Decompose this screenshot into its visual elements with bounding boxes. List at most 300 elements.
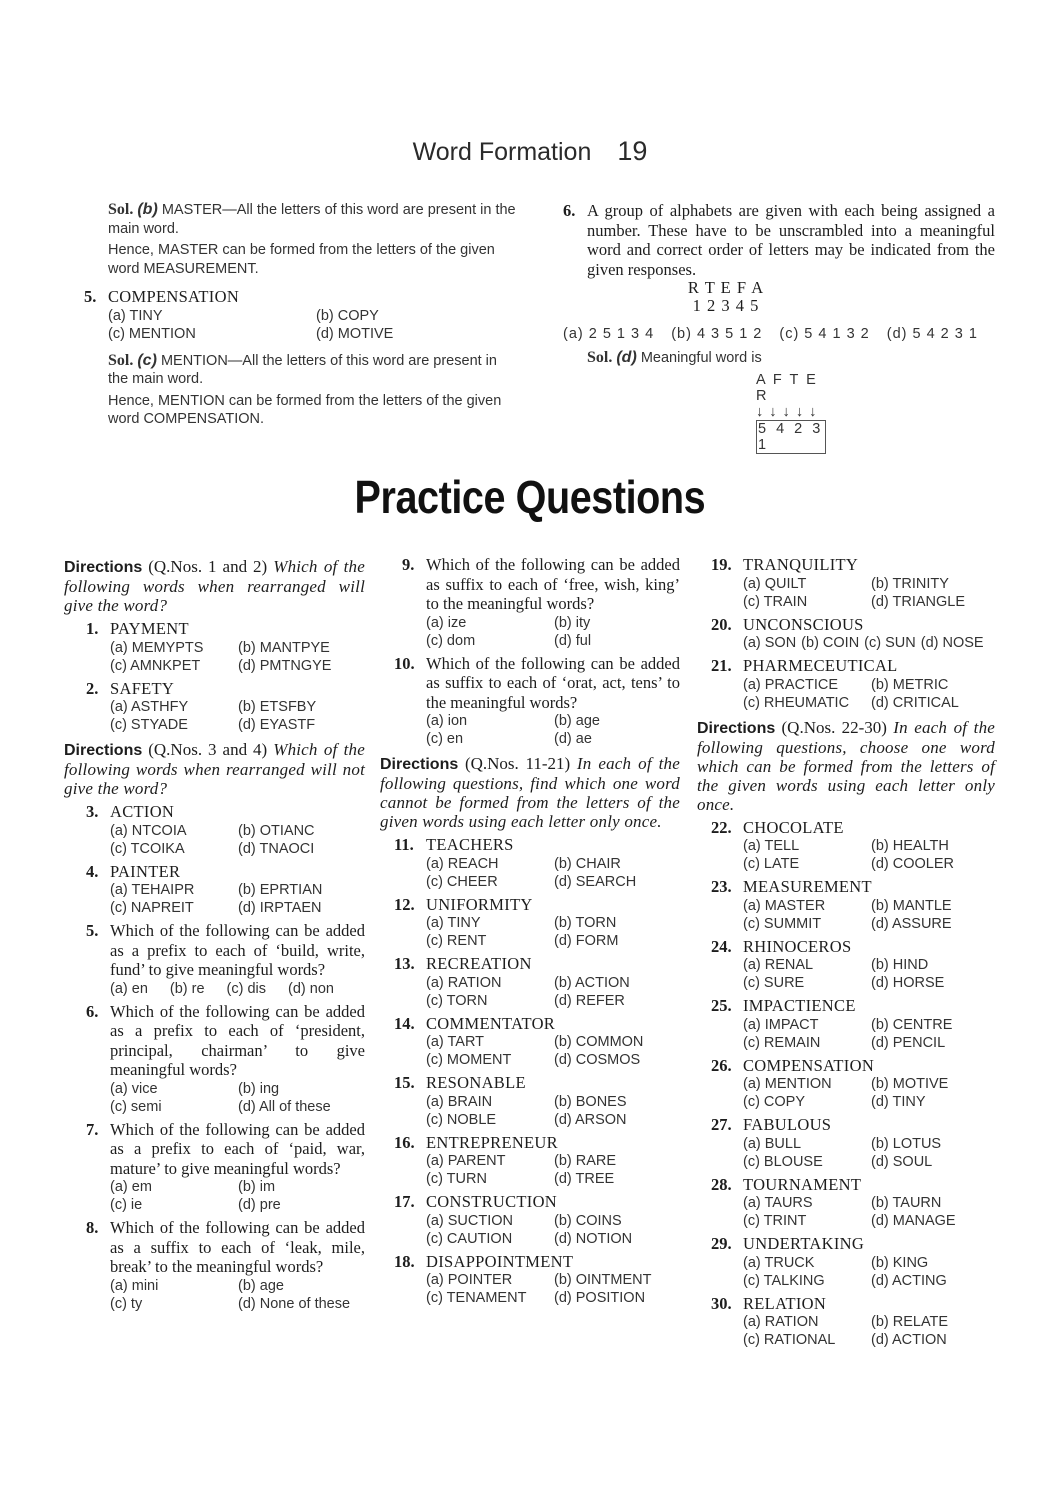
question-number: 5. bbox=[84, 287, 97, 306]
option-c: (c) SUN bbox=[864, 635, 916, 651]
option-b: (b) ing bbox=[238, 1080, 280, 1097]
question-17 bbox=[394, 1192, 680, 1248]
option-a: (a) TART bbox=[426, 1034, 485, 1050]
option-a: (a) MENTION bbox=[743, 1076, 832, 1092]
question-5 bbox=[84, 287, 518, 343]
options bbox=[743, 634, 995, 652]
question-number: 10. bbox=[394, 653, 415, 673]
question-11 bbox=[394, 835, 680, 891]
options bbox=[426, 1212, 680, 1248]
option-c: (c) TORN bbox=[426, 992, 488, 1009]
option-c: (c) CHEER bbox=[426, 873, 498, 890]
directions-text: In each of the following questions, find which one word cannot be formed from the letters of the given words using each letter only once. bbox=[380, 754, 681, 831]
question-text: RELATION bbox=[743, 1293, 827, 1313]
question-16 bbox=[394, 1133, 680, 1189]
option-b: (b) age bbox=[554, 713, 600, 729]
option-a: (a) ion bbox=[426, 713, 468, 729]
solution-6 bbox=[587, 349, 995, 368]
question-text: TEACHERS bbox=[426, 835, 514, 854]
question-text: Which of the following can be added as a prefix to each of ‘build, write, fund’ to give meaningful words? bbox=[110, 921, 365, 979]
option-d: (d) pre bbox=[238, 1197, 281, 1213]
option-a: (a) TINY bbox=[108, 307, 163, 324]
option-b: (b) COIN bbox=[801, 635, 860, 651]
question-text: UNCONSCIOUS bbox=[743, 614, 864, 634]
option-a: (a) MEMYPTS bbox=[110, 639, 204, 656]
option-c: (c) TRINT bbox=[743, 1213, 807, 1229]
option-d: (d) NOSE bbox=[920, 635, 984, 651]
option-b: (b) LOTUS bbox=[871, 1135, 942, 1152]
question-body bbox=[110, 921, 365, 998]
option-a: (a) TAURS bbox=[743, 1195, 813, 1211]
sol-answer: (b) bbox=[137, 201, 158, 218]
question-7 bbox=[86, 1120, 365, 1215]
question-text: A group of alphabets are given with each being assigned a number. These have to be unscrambled into a meaningful word and correct order of letters may be indicated from the given responses. bbox=[587, 201, 995, 279]
question-text: IMPACTIENCE bbox=[743, 996, 856, 1015]
question-number: 23. bbox=[711, 877, 732, 896]
sol-label: Sol. bbox=[108, 201, 134, 218]
options bbox=[426, 1033, 680, 1069]
arrows-row: ↓ ↓ ↓ ↓ ↓ bbox=[756, 403, 818, 420]
question-text: CHOCOLATE bbox=[743, 817, 844, 837]
question-number: 22. bbox=[711, 817, 732, 837]
option-d: (d) CRITICAL bbox=[871, 694, 959, 711]
option-d: (d) PMTNGYE bbox=[238, 657, 332, 674]
question-body bbox=[426, 954, 680, 1010]
options bbox=[743, 575, 995, 611]
question-text: Which of the following can be added as suffix to each of ‘free, wish, king’ to the meaningful words? bbox=[426, 555, 680, 613]
option-a: (a) TINY bbox=[426, 915, 481, 931]
question-number: 9. bbox=[402, 555, 415, 574]
option-c: (c) dis bbox=[226, 980, 267, 997]
directions-range: (Q.Nos. 1 and 2) bbox=[148, 557, 268, 576]
question-body bbox=[743, 555, 995, 611]
sol-text: MENTION—All the letters of this word are present in the main word. bbox=[108, 352, 497, 387]
answer-word: A F T E R bbox=[756, 371, 818, 404]
options bbox=[743, 676, 995, 712]
question-word: COMPENSATION bbox=[108, 287, 240, 306]
question-body bbox=[110, 1120, 365, 1215]
question-body bbox=[743, 1056, 995, 1112]
question-body bbox=[743, 818, 995, 874]
option-c: (c) NOBLE bbox=[426, 1111, 497, 1128]
question-body bbox=[743, 1115, 995, 1171]
practice-column-3 bbox=[697, 551, 995, 1349]
question-26 bbox=[711, 1056, 995, 1112]
options bbox=[110, 881, 365, 917]
practice-column-2 bbox=[380, 551, 680, 1307]
question-number: 8. bbox=[86, 1218, 99, 1237]
option-d: (d) non bbox=[288, 980, 334, 997]
question-number: 25. bbox=[711, 996, 732, 1015]
option-a: (a) QUILT bbox=[743, 575, 807, 592]
question-body bbox=[426, 835, 680, 891]
question-4 bbox=[86, 862, 365, 918]
option-a: (a) mini bbox=[110, 1277, 159, 1294]
page-header bbox=[0, 136, 1060, 167]
option-a: (a) RATION bbox=[426, 974, 502, 991]
question-number: 29. bbox=[711, 1234, 732, 1253]
question-6 bbox=[86, 1002, 365, 1116]
directions-text: In each of the following questions, choose one word which can be formed from the letters of the given words using each letter only once. bbox=[697, 717, 996, 814]
option-b: (b) COINS bbox=[554, 1212, 622, 1229]
question-body bbox=[743, 877, 995, 933]
question-body bbox=[743, 1294, 995, 1350]
question-20 bbox=[711, 615, 995, 653]
directions-label: Directions bbox=[64, 742, 143, 759]
option-a: (a) SON bbox=[743, 635, 797, 651]
option-a: (a) BULL bbox=[743, 1135, 802, 1152]
option-d: (d) ACTING bbox=[871, 1272, 947, 1289]
question-number: 2. bbox=[86, 678, 99, 698]
question-text: COMPENSATION bbox=[743, 1055, 875, 1075]
option-b: (b) MANTLE bbox=[871, 897, 952, 914]
question-text: RECREATION bbox=[426, 954, 532, 973]
option-b: (b) COMMON bbox=[554, 1034, 644, 1050]
option-c: (c) LATE bbox=[743, 856, 800, 872]
solution-4 bbox=[108, 201, 518, 238]
option-c: (c) TURN bbox=[426, 1171, 487, 1187]
option-c: (c) ty bbox=[110, 1295, 143, 1312]
question-text: Which of the following can be added as a prefix to each of ‘paid, war, mature’ to give meaningful words? bbox=[110, 1119, 365, 1178]
question-text: ENTREPRENEUR bbox=[426, 1132, 558, 1152]
directions-range: (Q.Nos. 3 and 4) bbox=[148, 740, 268, 759]
question-number: 24. bbox=[711, 936, 732, 956]
option-b: (b) RARE bbox=[554, 1153, 617, 1169]
options bbox=[110, 1277, 365, 1313]
options bbox=[743, 897, 995, 933]
option-d: (d) IRPTAEN bbox=[238, 900, 322, 916]
question-text: PAYMENT bbox=[110, 619, 189, 638]
option-b: (b) ity bbox=[554, 614, 591, 631]
options bbox=[426, 614, 680, 650]
question-2 bbox=[86, 679, 365, 735]
options bbox=[110, 1080, 365, 1116]
question-number: 13. bbox=[394, 954, 415, 973]
question-body bbox=[110, 1002, 365, 1116]
option-a: (a) TELL bbox=[743, 838, 800, 854]
option-c: (c) CAUTION bbox=[426, 1230, 513, 1247]
option-d: (d) ae bbox=[554, 731, 592, 747]
sol-answer: (d) bbox=[616, 349, 637, 366]
directions-label: Directions bbox=[380, 756, 459, 773]
question-number: 4. bbox=[86, 861, 99, 881]
directions-text: Which of the following words when rearranged will give the word? bbox=[64, 557, 365, 615]
option-c: (c) ie bbox=[110, 1197, 143, 1213]
option-b: (b) MANTPYE bbox=[238, 639, 330, 656]
option-c: (c) TALKING bbox=[743, 1272, 825, 1289]
question-body bbox=[426, 654, 680, 749]
option-a: (a) BRAIN bbox=[426, 1093, 493, 1110]
option-c: (c) en bbox=[426, 731, 464, 747]
option-d: (d) MANAGE bbox=[871, 1213, 956, 1229]
option-c: (c) 5 4 1 3 2 bbox=[779, 326, 870, 342]
options bbox=[110, 639, 365, 675]
option-b: (b) CENTRE bbox=[871, 1016, 953, 1033]
question-5 bbox=[86, 921, 365, 998]
option-c: (c) TENAMENT bbox=[426, 1290, 527, 1306]
options bbox=[426, 855, 680, 891]
sol-answer: (c) bbox=[137, 351, 157, 369]
option-a: (a) en bbox=[110, 980, 148, 997]
question-number: 7. bbox=[86, 1119, 99, 1139]
options bbox=[743, 1254, 995, 1290]
option-c: (c) RHEUMATIC bbox=[743, 694, 850, 711]
question-body bbox=[110, 619, 365, 675]
option-b: (b) BONES bbox=[554, 1093, 627, 1110]
option-a: (a) MASTER bbox=[743, 897, 826, 914]
option-a: (a) ASTHFY bbox=[110, 699, 189, 715]
option-a: (a) 2 5 1 3 4 bbox=[563, 326, 655, 342]
question-body bbox=[426, 1192, 680, 1248]
option-d: (d) SEARCH bbox=[554, 873, 637, 890]
option-b: (b) im bbox=[238, 1179, 276, 1195]
question-text: MEASUREMENT bbox=[743, 877, 872, 896]
options bbox=[426, 1271, 680, 1307]
question-23 bbox=[711, 877, 995, 933]
option-b: (b) HEALTH bbox=[871, 838, 949, 854]
option-c: (c) NAPREIT bbox=[110, 900, 194, 916]
option-a: (a) POINTER bbox=[426, 1272, 513, 1288]
question-18 bbox=[394, 1252, 680, 1308]
options bbox=[426, 1093, 680, 1129]
option-d: (d) ASSURE bbox=[871, 915, 952, 932]
directions-range: (Q.Nos. 11-21) bbox=[464, 754, 571, 773]
options bbox=[743, 1194, 995, 1230]
options bbox=[426, 712, 680, 748]
options bbox=[110, 980, 365, 998]
option-d: (d) EYASTF bbox=[238, 717, 316, 733]
option-d: (d) PENCIL bbox=[871, 1034, 946, 1051]
question-text: SAFETY bbox=[110, 678, 175, 698]
option-b: (b) re bbox=[169, 980, 205, 997]
question-27 bbox=[711, 1115, 995, 1171]
question-6-options bbox=[563, 325, 995, 343]
question-number: 21. bbox=[711, 656, 732, 675]
question-text: Which of the following can be added as a prefix to each of ‘president, principal, chairman’ to give meaningful words? bbox=[110, 1001, 365, 1079]
option-c: (c) SUMMIT bbox=[743, 915, 822, 932]
option-d: (d) ARSON bbox=[554, 1111, 627, 1128]
question-number: 16. bbox=[394, 1132, 415, 1152]
option-d: (d) COSMOS bbox=[554, 1052, 641, 1068]
option-b: (b) OTIANC bbox=[238, 822, 315, 839]
question-text: COMMENTATOR bbox=[426, 1013, 556, 1033]
sol-text: Hence, MASTER can be formed from the letters of the given word MEASUREMENT. bbox=[108, 242, 495, 277]
question-8 bbox=[86, 1218, 365, 1313]
option-a: (a) em bbox=[110, 1179, 152, 1195]
question-number: 19. bbox=[711, 555, 732, 574]
section-title bbox=[0, 470, 1060, 524]
question-number: 14. bbox=[394, 1013, 415, 1033]
directions-range: (Q.Nos. 22-30) bbox=[781, 717, 887, 737]
question-24 bbox=[711, 937, 995, 993]
question-number: 6. bbox=[86, 1001, 99, 1021]
question-number: 3. bbox=[86, 802, 99, 821]
option-c: (c) RENT bbox=[426, 933, 487, 949]
question-body bbox=[743, 656, 995, 712]
question-body bbox=[426, 1252, 680, 1308]
question-body bbox=[426, 555, 680, 650]
sol-label: Sol. bbox=[108, 351, 134, 369]
question-number: 15. bbox=[394, 1073, 415, 1092]
solution-5 bbox=[108, 352, 518, 389]
question-29 bbox=[711, 1234, 995, 1290]
options bbox=[743, 1135, 995, 1171]
directions bbox=[64, 557, 365, 615]
question-body bbox=[426, 1073, 680, 1129]
options bbox=[110, 1178, 365, 1214]
numbers-row: 1 2 3 4 5 bbox=[692, 296, 760, 315]
question-body bbox=[743, 615, 995, 653]
option-b: (b) TRINITY bbox=[871, 575, 949, 592]
question-text: FABULOUS bbox=[743, 1115, 832, 1134]
question-body bbox=[743, 1175, 995, 1231]
page-number: 19 bbox=[617, 136, 648, 166]
options bbox=[426, 1152, 680, 1188]
option-c: (c) TCOIKA bbox=[110, 840, 185, 857]
option-c: (c) MENTION bbox=[108, 325, 196, 342]
question-number: 26. bbox=[711, 1055, 732, 1075]
sol-text: Hence, MENTION can be formed from the letters of the given word COMPENSATION. bbox=[108, 392, 502, 427]
option-a: (a) TEHAIPR bbox=[110, 882, 195, 898]
option-d: (d) FORM bbox=[554, 933, 619, 949]
question-text: TRANQUILITY bbox=[743, 555, 859, 574]
option-b: (b) METRIC bbox=[871, 676, 949, 693]
option-b: (b) TAURN bbox=[871, 1195, 942, 1211]
question-22 bbox=[711, 818, 995, 874]
option-c: (c) semi bbox=[110, 1098, 162, 1115]
directions-label: Directions bbox=[64, 559, 143, 576]
question-13 bbox=[394, 954, 680, 1010]
option-a: (a) TRUCK bbox=[743, 1254, 815, 1271]
option-c: (c) dom bbox=[426, 632, 476, 649]
question-number: 17. bbox=[394, 1192, 415, 1211]
option-d: (d) None of these bbox=[238, 1295, 351, 1312]
option-b: (b) MOTIVE bbox=[871, 1076, 949, 1092]
question-body bbox=[110, 862, 365, 918]
option-a: (a) NTCOIA bbox=[110, 822, 187, 839]
option-d: (d) TINY bbox=[871, 1094, 926, 1110]
question-number: 20. bbox=[711, 614, 732, 634]
question-19 bbox=[711, 555, 995, 611]
option-b: (b) 4 3 5 1 2 bbox=[671, 326, 763, 342]
question-body bbox=[426, 1014, 680, 1070]
option-a: (a) RENAL bbox=[743, 957, 814, 973]
option-a: (a) PARENT bbox=[426, 1153, 506, 1169]
option-c: (c) REMAIN bbox=[743, 1034, 821, 1051]
option-b: (b) ACTION bbox=[554, 974, 630, 991]
option-c: (c) BLOUSE bbox=[743, 1153, 823, 1170]
question-text: UNDERTAKING bbox=[743, 1234, 865, 1253]
question-text: RESONABLE bbox=[426, 1073, 526, 1092]
options bbox=[110, 698, 365, 734]
option-a: (a) ize bbox=[426, 614, 467, 631]
question-14 bbox=[394, 1014, 680, 1070]
question-text: DISAPPOINTMENT bbox=[426, 1251, 574, 1271]
option-b: (b) KING bbox=[871, 1254, 929, 1271]
option-d: (d) HORSE bbox=[871, 975, 945, 991]
question-number: 30. bbox=[711, 1293, 732, 1313]
sol-text: Meaningful word is bbox=[640, 350, 762, 366]
option-c: (c) STYADE bbox=[110, 717, 188, 733]
option-c: (c) MOMENT bbox=[426, 1052, 512, 1068]
question-text: PHARMECEUTICAL bbox=[743, 656, 898, 675]
option-b: (b) TORN bbox=[554, 915, 617, 931]
question-text: Which of the following can be added as suffix to each of ‘orat, act, tens’ to the meaningful words? bbox=[426, 653, 680, 712]
directions-text: Which of the following words when rearranged will not give the word? bbox=[64, 740, 365, 798]
practice-title: Practice Questions bbox=[354, 471, 706, 523]
question-body bbox=[110, 679, 365, 735]
question-21 bbox=[711, 656, 995, 712]
option-b: (b) RELATE bbox=[871, 1314, 949, 1330]
question-body bbox=[426, 895, 680, 951]
option-d: (d) TRIANGLE bbox=[871, 593, 966, 610]
option-d: (d) All of these bbox=[238, 1098, 331, 1115]
question-9 bbox=[402, 555, 680, 650]
question-text: CONSTRUCTION bbox=[426, 1192, 558, 1211]
letters-row: R T E F A bbox=[687, 278, 765, 297]
option-b: (b) EPRTIAN bbox=[238, 882, 323, 898]
directions-label: Directions bbox=[697, 719, 776, 737]
question-28 bbox=[711, 1175, 995, 1231]
option-a: (a) IMPACT bbox=[743, 1016, 819, 1033]
answer-code: 5 4 2 3 1 bbox=[756, 420, 826, 454]
question-body bbox=[426, 1133, 680, 1189]
question-25 bbox=[711, 996, 995, 1052]
directions bbox=[64, 740, 365, 798]
options bbox=[743, 837, 995, 873]
question-number: 12. bbox=[394, 894, 415, 914]
option-d: (d) SOUL bbox=[871, 1153, 933, 1170]
question-text: Which of the following can be added as a suffix to each of ‘leak, mile, break’ to the meaningful words? bbox=[110, 1218, 365, 1276]
option-d: (d) TNAOCI bbox=[238, 840, 315, 857]
options bbox=[743, 1313, 995, 1349]
option-d: (d) 5 4 2 3 1 bbox=[886, 326, 978, 342]
question-body bbox=[743, 937, 995, 993]
option-d: (d) ful bbox=[554, 632, 592, 649]
question-number: 28. bbox=[711, 1174, 732, 1194]
option-a: (a) RATION bbox=[743, 1314, 819, 1330]
question-number: 18. bbox=[394, 1251, 415, 1271]
question-30 bbox=[711, 1294, 995, 1350]
option-d: (d) REFER bbox=[554, 992, 625, 1009]
question-6-top bbox=[563, 201, 995, 315]
question-10 bbox=[394, 654, 680, 749]
directions bbox=[380, 754, 680, 831]
option-b: (b) age bbox=[238, 1277, 284, 1294]
options bbox=[426, 914, 680, 950]
question-body bbox=[743, 996, 995, 1052]
directions bbox=[697, 718, 995, 814]
question-number: 11. bbox=[394, 835, 414, 854]
top-right-column bbox=[563, 201, 995, 454]
options bbox=[743, 1016, 995, 1052]
option-c: (c) COPY bbox=[743, 1094, 806, 1110]
option-d: (d) NOTION bbox=[554, 1230, 633, 1247]
question-number: 27. bbox=[711, 1115, 732, 1134]
options bbox=[110, 822, 365, 858]
option-d: (d) ACTION bbox=[871, 1332, 947, 1348]
question-text: UNIFORMITY bbox=[426, 894, 533, 914]
option-a: (a) REACH bbox=[426, 855, 499, 872]
question-body bbox=[110, 1218, 365, 1313]
question-text: ACTION bbox=[110, 802, 175, 821]
option-b: (b) CHAIR bbox=[554, 855, 621, 872]
option-a: (a) vice bbox=[110, 1080, 158, 1097]
question-number: 6. bbox=[563, 201, 576, 220]
option-d: (d) TREE bbox=[554, 1171, 615, 1187]
question-12 bbox=[394, 895, 680, 951]
chapter-title: Word Formation bbox=[412, 138, 592, 166]
